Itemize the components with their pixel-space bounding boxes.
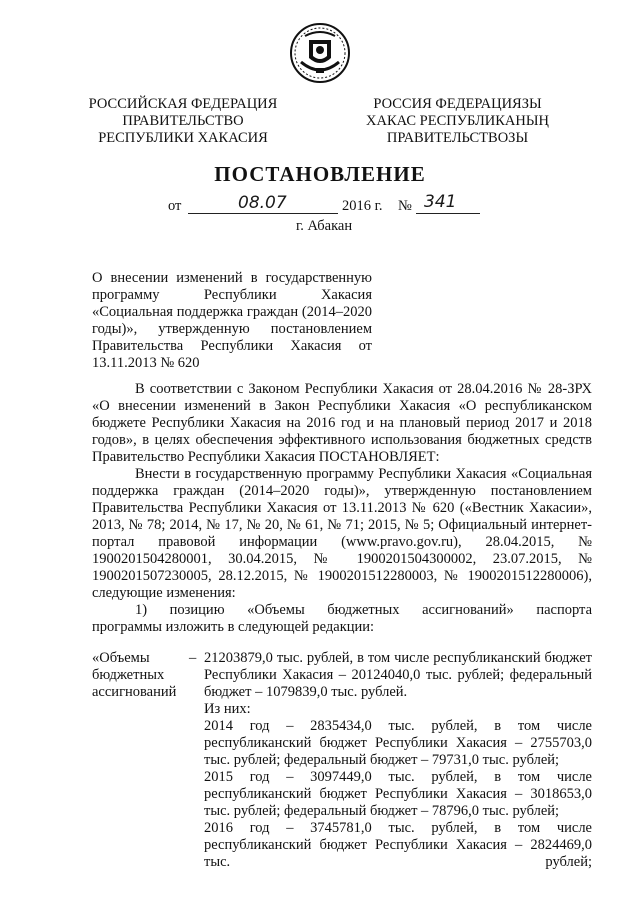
table-paragraph: 2016 год – 3745781,0 тыс. рублей, в том числе республиканский бюджет Республики Хакасия – 2824469,0 тыс. рублей; xyxy=(204,820,592,870)
header-left-line: ПРАВИТЕЛЬСТВО xyxy=(122,113,244,129)
paragraph-amendment: Внести в государственную программу Республики Хакасия «Социальная поддержка граждан (2014–2020 годы)», утвержденную постановлением Правительства Республики Хакасия от 13.11.2013 № 620 («Вестник Хакасии», 2013, № 78; 2014, № 17, № 20, № 61, № 71; 2015, № 5; Официальный интернет-портал правовой информации (www.pravo.gov.ru), 28.04.2015, № 1900201504280001, 30.04.2015, № 1900201504300002, 23.07.2015, № 1900201507230005, 28.12.2015, № 1900201512280003, № 1900201512280006), следующие изменения: xyxy=(92,466,592,601)
header-left-line: РОССИЙСКАЯ ФЕДЕРАЦИЯ xyxy=(88,96,278,112)
document-title: ПОСТАНОВЛЕНИЕ xyxy=(214,162,426,186)
document-body xyxy=(92,381,592,636)
header-left xyxy=(78,96,288,147)
paragraph-item-1: 1) позицию «Объемы бюджетных ассигнований» паспорта xyxy=(135,602,592,618)
table-dash: – xyxy=(189,650,197,666)
header-right-line: ХАКАС РЕСПУБЛИКАНЫҢ xyxy=(366,113,549,129)
date-year: 2016 г. xyxy=(342,198,383,214)
table-left-line: «Объемы xyxy=(92,650,150,666)
table-right-content xyxy=(204,650,592,871)
city: г. Абакан xyxy=(296,218,353,234)
header-right-line: РОССИЯ ФЕДЕРАЦИЯЗЫ xyxy=(373,96,542,112)
table-left-label xyxy=(92,650,182,701)
handwritten-date: 08.07 xyxy=(238,193,287,213)
table-paragraph: 21203879,0 тыс. рублей, в том числе республиканский бюджет Республики Хакасия – 20124040,0 тыс. рублей; федеральный бюджет – 1079839,0 тыс. рублей. xyxy=(204,650,592,700)
header-right-line: ПРАВИТЕЛЬСТВОЗЫ xyxy=(386,130,529,146)
table-left-line: ассигнований xyxy=(92,684,177,700)
number-underline xyxy=(416,213,480,214)
date-from-label: от xyxy=(168,198,182,214)
date-underline xyxy=(188,213,338,214)
number-label: № xyxy=(398,198,412,214)
coat-of-arms-icon xyxy=(289,22,351,84)
paragraph-item-1-cont: программы изложить в следующей редакции: xyxy=(92,619,375,635)
table-paragraph: Из них: xyxy=(204,701,251,717)
subject-heading: О внесении изменений в государственную программу Республики Хакасия «Социальная поддержка граждан (2014–2020 годы)», утвержденную постановлением Правительства Республики Хакасия от 13.11.2013 № 620 xyxy=(92,270,372,371)
paragraph-basis: В соответствии с Законом Республики Хакасия от 28.04.2016 № 28-ЗРХ «О внесении изменений в Закон Республики Хакасия «О республиканском бюджете Республики Хакасия на 2016 год и на плановый период 2017 и 2018 годов», в целях обеспечения эффективного использования бюджетных средств Правительство Республики Хакасия ПОСТАНОВЛЯЕТ: xyxy=(92,381,592,465)
table-paragraph: 2015 год – 3097449,0 тыс. рублей, в том числе республиканский бюджет Республики Хакасия – 3018653,0 тыс. рублей; федеральный бюджет – 78796,0 тыс. рублей; xyxy=(204,769,592,819)
table-left-line: бюджетных xyxy=(92,667,165,683)
table-paragraph: 2014 год – 2835434,0 тыс. рублей, в том числе республиканский бюджет Республики Хакасия – 2755703,0 тыс. рублей; федеральный бюджет – 79731,0 тыс. рублей; xyxy=(204,718,592,768)
header-left-line: РЕСПУБЛИКИ ХАКАСИЯ xyxy=(98,130,268,146)
header-right xyxy=(345,96,570,147)
handwritten-number: 341 xyxy=(424,192,457,212)
